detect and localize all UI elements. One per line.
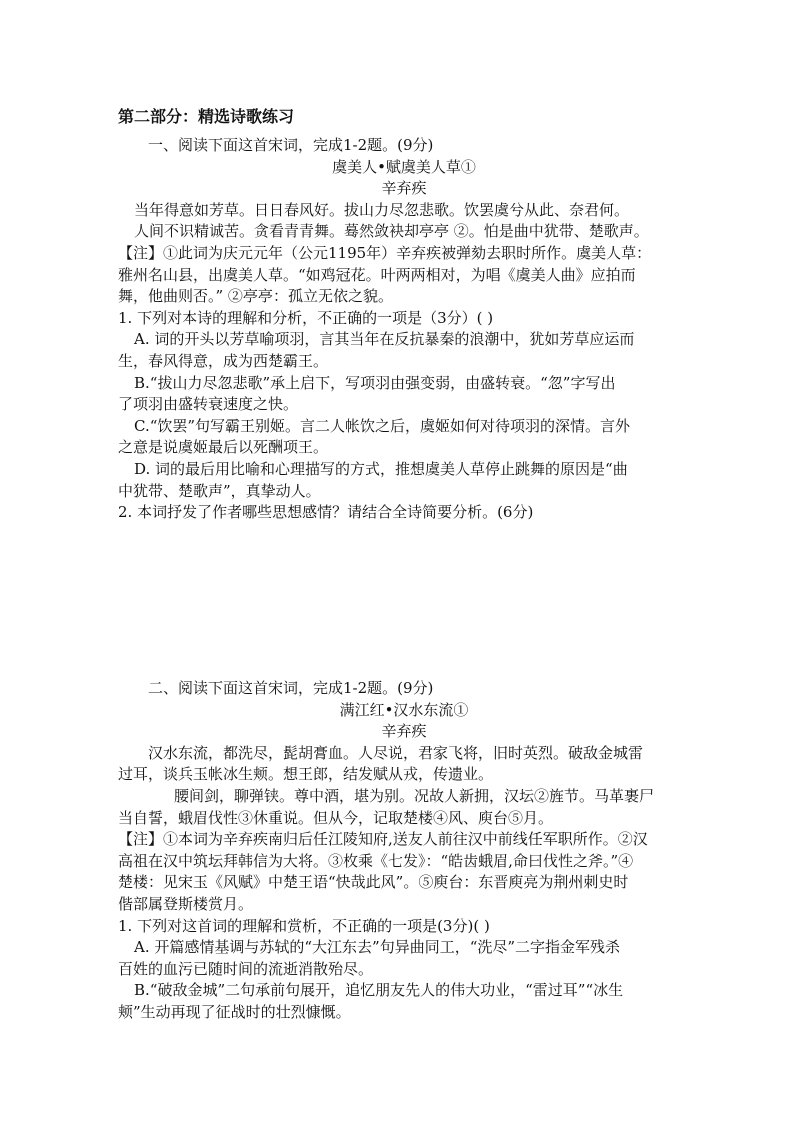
section-1-note-line: 舞，他曲则否。” ②亭亭：孤立无依之貌。	[118, 287, 393, 306]
section-1-q1-option-d: D. 词的最后用比喻和心理描写的方式，推想虞美人草停止跳舞的原因是“曲	[134, 459, 628, 478]
section-1-note-line: 雅州名山县，出虞美人草。“如鸡冠花。叶两两相对，为唱《虞美人曲》应拍而	[118, 265, 636, 284]
section-2-q1-option-a-cont: 百姓的血污已随时间的流逝消散殆尽。	[118, 959, 374, 978]
section-2-author: 辛弃疾	[381, 722, 427, 741]
section-2-poem-line: 腰间剑，聊弹铗。尊中酒，堪为别。况故人新拥，汉坛②旌节。马革裹尸	[174, 786, 655, 805]
section-1-q1-option-a-cont: 生，春风得意，成为西楚霸王。	[118, 351, 329, 370]
section-2-poem-line: 当自誓，蛾眉伐性③休重说。但从今，记取楚楼④风、庾台⑤月。	[118, 808, 554, 827]
section-2-question-1-stem: 1. 下列对这首词的理解和赏析，不正确的一项是(3分)( )	[118, 916, 490, 935]
section-1-question-1-stem: 1. 下列对本诗的理解和分析，不正确的一项是（3分）( )	[118, 308, 494, 327]
section-1-poem-line: 当年得意如芳草。日日春风好。拔山力尽忽悲歌。饮罢虞兮从此、奈君何。	[134, 200, 630, 219]
section-1-q1-option-b-cont: 了项羽由盛转衰速度之快。	[118, 395, 299, 414]
section-2-note-line: 偕部属登斯楼赏月。	[118, 894, 254, 913]
section-2-poem-line: 汉水东流，都洗尽，髭胡膏血。人尽说，君家飞将，旧时英烈。破敌金城雷	[148, 743, 644, 762]
section-2-note-line: 高祖在汉中筑坛拜韩信为大将。③枚乘《七发》：“皓齿蛾眉,命曰伐性之斧。”④	[118, 851, 634, 870]
section-2-q1-option-b: B.“破敌金城”二句承前句展开，追忆朋友先人的伟大功业，“雷过耳”“冰生	[134, 981, 624, 1000]
section-1-q1-option-a: A. 词的开头以芳草喻项羽，言其当年在反抗暴秦的浪潮中，犹如芳草应运而	[134, 330, 635, 349]
section-1	[118, 135, 690, 524]
section-2-q1-option-b-cont: 颊”生动再现了征战时的壮烈慷慨。	[118, 1002, 351, 1021]
section-2	[118, 678, 690, 1024]
section-2-instruction: 二、阅读下面这首宋词，完成1-2题。(9分)	[148, 679, 434, 697]
section-1-q1-option-c: C.“饮罢”句写霸王别姬。言二人帐饮之后，虞姬如何对待项羽的深情。言外	[134, 416, 631, 435]
section-2-q1-option-a: A. 开篇感情基调与苏轼的“大江东去”句异曲同工，“洗尽”二字指金军残杀	[134, 938, 621, 957]
section-1-question-2-stem: 2. 本词抒发了作者哪些思想感情？请结合全诗简要分析。(6分)	[118, 503, 534, 522]
section-1-poem-title: 虞美人•赋虞美人草①	[332, 157, 476, 176]
section-2-note-line: 楚楼：见宋玉《风赋》中楚王语“快哉此风”。⑤庾台：东晋庾亮为荆州刺史时	[118, 873, 629, 892]
section-1-note-line: 【注】①此词为庆元元年（公元1195年）辛弃疾被弹劾去职时所作。虞美人草：	[118, 243, 652, 262]
section-2-note-line: 【注】①本词为辛弃疾南归后任江陵知府,送友人前往汉中前线任军职所作。②汉	[118, 830, 648, 849]
section-2-poem-line: 过耳，谈兵玉帐冰生颊。想王郎，结发赋从戎，传遗业。	[118, 765, 494, 784]
part-title: 第二部分：精选诗歌练习	[118, 107, 295, 126]
part-title-block	[118, 106, 690, 128]
section-1-poem-line: 人间不识精诚苦。贪看青青舞。蓦然敛袂却亭亭 ②。怕是曲中犹带、楚歌声。	[134, 222, 649, 241]
section-1-q1-option-d-cont: 中犹带、楚歌声”，真挚动人。	[118, 481, 321, 500]
section-1-instruction: 一、阅读下面这首宋词，完成1-2题。(9分)	[148, 136, 434, 154]
section-1-author: 辛弃疾	[381, 179, 427, 198]
section-1-q1-option-c-cont: 之意是说虞姬最后以死酬项王。	[118, 438, 329, 457]
section-1-q1-option-b: B.“拔山力尽忽悲歌”承上启下，写项羽由强变弱，由盛转衰。“忽”字写出	[134, 373, 616, 392]
section-2-poem-title: 满江红•汉水东流①	[339, 700, 469, 719]
